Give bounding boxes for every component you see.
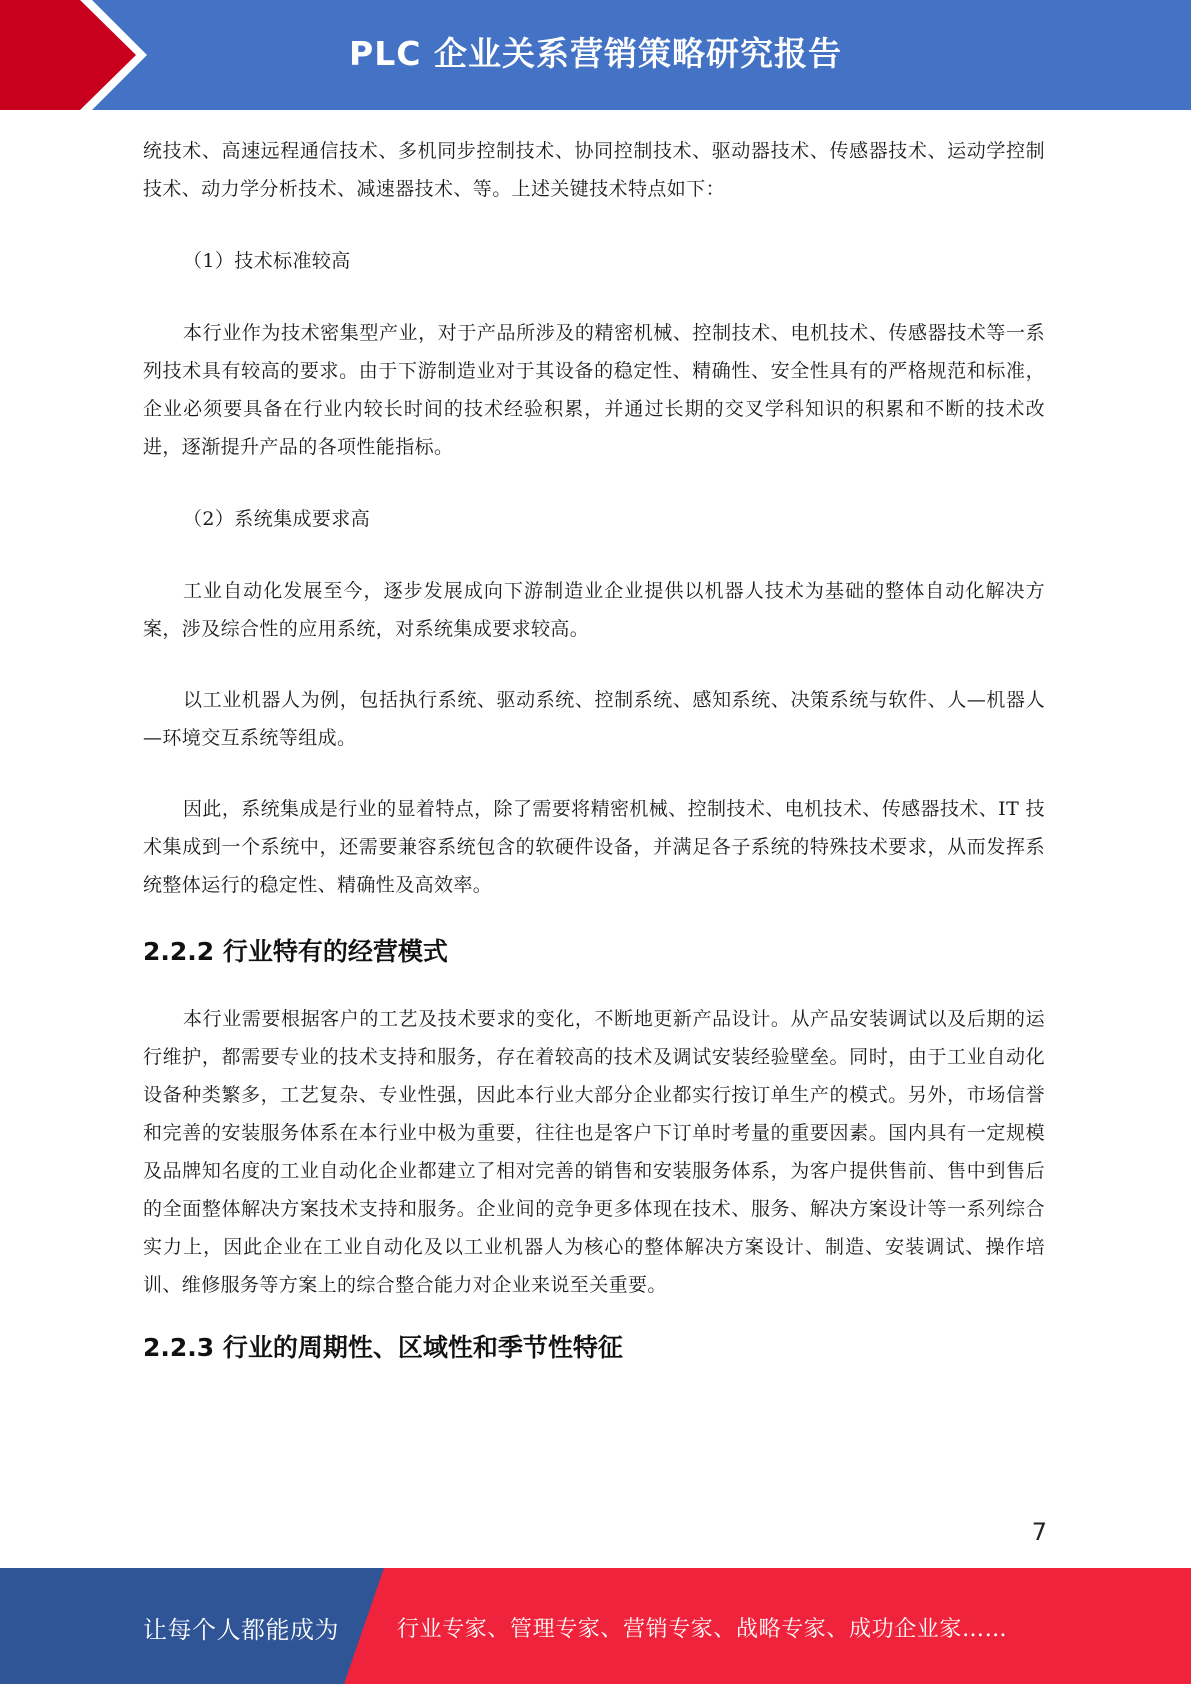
- item-title-system-integration: （2）系统集成要求高: [183, 508, 371, 530]
- footer-slogan-roles: 行业专家、管理专家、营销专家、战略专家、成功企业家……: [397, 1617, 1008, 1642]
- item-title-technical-standards: （1）技术标准较高: [183, 250, 351, 272]
- paragraph-automation-solutions: 工业自动化发展至今，逐步发展成向下游制造业企业提供以机器人技术为基础的整体自动化解决方案，涉及综合性的应用系统，对系统集成要求较高。: [143, 580, 1045, 640]
- paragraph-system-integration: 因此，系统集成是行业的显着特点，除了需要将精密机械、控制技术、电机技术、传感器技术、IT 技术集成到一个系统中，还需要兼容系统包含的软硬件设备，并满足各子系统的特殊技术要求，从而发挥系统整体运行的稳定性、精确性及高效率。: [143, 798, 1045, 896]
- section-heading-cyclicality: 2.2.3 行业的周期性、区域性和季节性特征: [143, 1333, 623, 1362]
- paragraph-industrial-robot: 以工业机器人为例，包括执行系统、驱动系统、控制系统、感知系统、决策系统与软件、人—机器人—环境交互系统等组成。: [143, 689, 1045, 749]
- page-number: 7: [1031, 1518, 1047, 1546]
- paragraph-technical-standards: 本行业作为技术密集型产业，对于产品所涉及的精密机械、控制技术、电机技术、传感器技术等一系列技术具有较高的要求。由于下游制造业对于其设备的稳定性、精确性、安全性具有的严格规范和标准，企业必须要具备在行业内较长时间的技术经验积累，并通过长期的交叉学科知识的积累和不断的技术改进，逐渐提升产品的各项性能指标。: [143, 322, 1045, 458]
- section-heading-business-model: 2.2.2 行业特有的经营模式: [143, 937, 448, 966]
- paragraph-key-technologies: 统技术、高速远程通信技术、多机同步控制技术、协同控制技术、驱动器技术、传感器技术、运动学控制技术、动力学分析技术、减速器技术、等。上述关键技术特点如下：: [143, 140, 1045, 200]
- footer-banner: [0, 1568, 1191, 1684]
- document-body: [143, 132, 1045, 1367]
- paragraph-business-model: 本行业需要根据客户的工艺及技术要求的变化，不断地更新产品设计。从产品安装调试以及后期的运行维护，都需要专业的技术支持和服务，存在着较高的技术及调试安装经验壁垒。同时，由于工业自动化设备种类繁多，工艺复杂、专业性强，因此本行业大部分企业都实行按订单生产的模式。另外，市场信誉和完善的安装服务体系在本行业中极为重要，往往也是客户下订单时考量的重要因素。国内具有一定规模及品牌知名度的工业自动化企业都建立了相对完善的销售和安装服务体系，为客户提供售前、售中到售后的全面整体解决方案技术支持和服务。企业间的竞争更多体现在技术、服务、解决方案设计等一系列综合实力上，因此企业在工业自动化及以工业机器人为核心的整体解决方案设计、制造、安装调试、操作培训、维修服务等方案上的综合整合能力对企业来说至关重要。: [143, 1008, 1045, 1296]
- footer-slogan-lead: 让每个人都能成为: [143, 1616, 339, 1644]
- report-title: PLC 企业关系营销策略研究报告: [349, 34, 842, 73]
- header-banner: [0, 0, 1191, 110]
